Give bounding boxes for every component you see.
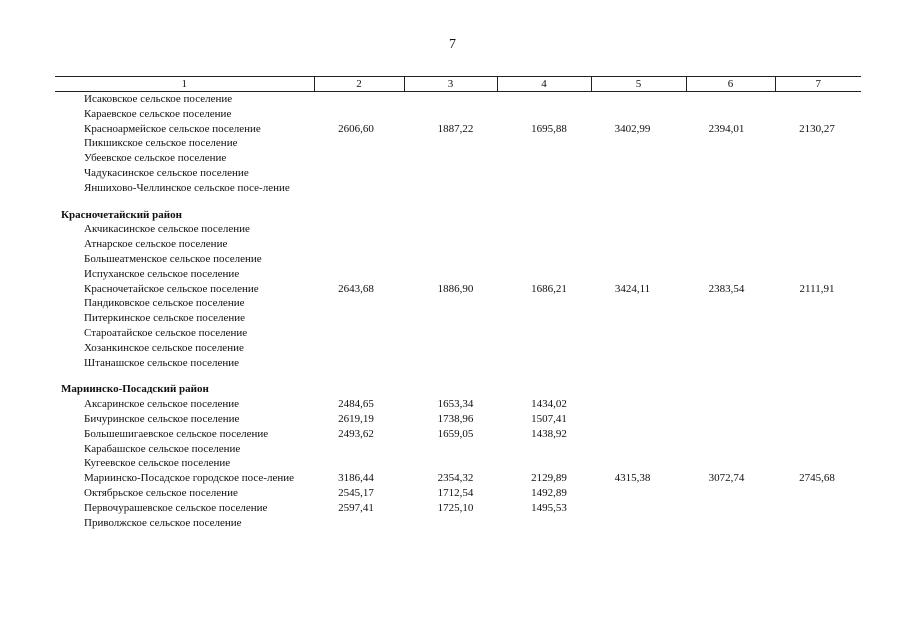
page-number: 7 [449, 37, 456, 52]
settlement-name: Октябрьское сельское поселение [84, 486, 238, 499]
value-col-5 [591, 341, 686, 356]
table-row [55, 456, 861, 471]
table-row [55, 151, 861, 166]
value-col-3 [404, 166, 497, 181]
value-col-3 [404, 456, 497, 471]
value-col-2 [314, 237, 404, 252]
value-col-7: 2130,27 [799, 122, 835, 135]
value-col-4: 1492,89 [531, 486, 567, 499]
value-col-3 [404, 92, 497, 107]
value-col-2: 2484,65 [338, 398, 374, 411]
value-col-2 [314, 92, 404, 107]
value-col-3: 1653,34 [437, 398, 474, 411]
value-col-4 [497, 181, 591, 196]
column-header-4: 4 [497, 77, 591, 92]
value-col-6 [686, 456, 775, 471]
value-col-7 [775, 166, 861, 181]
value-col-3 [404, 181, 497, 196]
value-col-5 [591, 516, 686, 531]
value-col-2 [314, 151, 404, 166]
settlement-name: Кугеевское сельское поселение [84, 457, 231, 470]
value-col-3: 1725,10 [437, 501, 474, 514]
value-col-2: 2606,60 [338, 122, 374, 135]
settlement-name: Красночетайское сельское поселение [84, 282, 259, 295]
value-col-7: 2111,91 [799, 282, 835, 295]
value-col-7 [775, 412, 861, 427]
value-col-4 [497, 151, 591, 166]
value-col-2: 2619,19 [338, 412, 374, 425]
value-col-2: 2545,17 [338, 486, 374, 499]
value-col-3 [404, 151, 497, 166]
settlement-name: Бичуринское сельское поселение [84, 412, 240, 425]
settlement-name: Хозанкинское сельское поселение [84, 341, 244, 354]
value-col-5 [591, 427, 686, 442]
value-col-4 [497, 516, 591, 531]
value-col-6: 2383,54 [708, 282, 745, 295]
value-col-6 [686, 136, 775, 151]
value-col-7 [775, 107, 861, 122]
value-col-7: 2745,68 [799, 472, 835, 485]
value-col-3: 1887,22 [437, 122, 474, 135]
value-col-5 [591, 486, 686, 501]
value-col-6 [686, 252, 775, 267]
value-col-5 [591, 356, 686, 371]
value-col-5 [591, 456, 686, 471]
settlement-name: Яншихово-Челлинское сельское посе-ление [84, 181, 290, 194]
settlement-name: Акчикасинское сельское поселение [84, 223, 250, 236]
value-col-2 [314, 252, 404, 267]
value-col-3: 1712,54 [437, 486, 474, 499]
district-heading: Красночетайский район [61, 208, 182, 221]
value-col-6 [686, 326, 775, 341]
table-row [55, 296, 861, 311]
table-row [55, 486, 861, 501]
value-col-2 [314, 166, 404, 181]
value-col-6 [686, 107, 775, 122]
value-col-2 [314, 107, 404, 122]
table-row [55, 397, 861, 412]
value-col-6 [686, 442, 775, 457]
value-col-6 [686, 427, 775, 442]
table-row [55, 166, 861, 181]
column-header-2: 2 [314, 77, 404, 92]
value-col-7 [775, 222, 861, 237]
value-col-5 [591, 166, 686, 181]
settlement-name: Большешигаевское сельское поселение [84, 427, 269, 440]
value-col-7 [775, 341, 861, 356]
value-col-4 [497, 252, 591, 267]
value-col-7 [775, 427, 861, 442]
value-col-4: 1495,53 [531, 501, 567, 514]
table-row [55, 341, 861, 356]
value-col-4: 1695,88 [531, 122, 567, 135]
settlement-name: Большеатменское сельское поселение [84, 252, 262, 265]
settlement-name: Мариинско-Посадское городское посе-ление [84, 472, 295, 485]
column-header-5: 5 [591, 77, 686, 92]
value-col-7 [775, 237, 861, 252]
value-col-2: 2643,68 [338, 282, 374, 295]
value-col-7 [775, 356, 861, 371]
value-col-6 [686, 151, 775, 166]
column-header-3: 3 [404, 77, 497, 92]
table-body [55, 92, 861, 531]
value-col-4: 1434,02 [531, 398, 567, 411]
value-col-6 [686, 267, 775, 282]
column-header-1: 1 [55, 77, 314, 92]
group-spacer [55, 370, 861, 382]
value-col-4 [497, 311, 591, 326]
value-col-4 [497, 222, 591, 237]
value-col-3 [404, 311, 497, 326]
table-row [55, 412, 861, 427]
value-col-2 [314, 222, 404, 237]
value-col-6 [686, 516, 775, 531]
settlement-name: Пандиковское сельское поселение [84, 297, 245, 310]
value-col-2 [314, 326, 404, 341]
value-col-7 [775, 516, 861, 531]
value-col-2 [314, 311, 404, 326]
column-header-6: 6 [686, 77, 775, 92]
value-col-2 [314, 136, 404, 151]
value-col-3 [404, 442, 497, 457]
value-col-6 [686, 356, 775, 371]
value-col-4: 1686,21 [531, 282, 567, 295]
value-col-7 [775, 486, 861, 501]
district-row [55, 382, 861, 397]
group-spacer [55, 196, 861, 208]
table-row [55, 122, 861, 137]
value-col-7 [775, 442, 861, 457]
value-col-5 [591, 181, 686, 196]
table-row [55, 442, 861, 457]
value-col-4 [497, 267, 591, 282]
value-col-4: 1507,41 [531, 412, 567, 425]
value-col-2 [314, 181, 404, 196]
value-col-6 [686, 311, 775, 326]
value-col-2 [314, 296, 404, 311]
value-col-4 [497, 237, 591, 252]
value-col-5: 3402,99 [614, 122, 651, 135]
settlement-name: Староатайское сельское поселение [84, 326, 248, 339]
value-col-3 [404, 326, 497, 341]
value-col-7 [775, 136, 861, 151]
value-col-2: 2597,41 [338, 501, 374, 514]
table-row [55, 107, 861, 122]
value-col-4 [497, 296, 591, 311]
value-col-4 [497, 456, 591, 471]
value-col-4 [497, 92, 591, 107]
value-col-5 [591, 107, 686, 122]
value-col-3: 2354,32 [437, 472, 474, 485]
settlement-name: Исаковское сельское поселение [84, 93, 233, 105]
table-row [55, 181, 861, 196]
value-col-5 [591, 501, 686, 516]
value-col-5 [591, 92, 686, 107]
value-col-6 [686, 412, 775, 427]
value-col-2 [314, 516, 404, 531]
value-col-4 [497, 341, 591, 356]
value-col-2: 3186,44 [338, 472, 374, 485]
settlement-name: Аксаринское сельское поселение [84, 398, 240, 411]
value-col-5 [591, 397, 686, 412]
value-col-7 [775, 181, 861, 196]
value-col-3 [404, 341, 497, 356]
value-col-7 [775, 501, 861, 516]
value-col-3: 1659,05 [437, 427, 474, 440]
value-col-4 [497, 107, 591, 122]
district-row [55, 208, 861, 223]
value-col-5 [591, 311, 686, 326]
data-table [55, 76, 861, 530]
value-col-5 [591, 412, 686, 427]
value-col-3 [404, 356, 497, 371]
value-col-6: 2394,01 [708, 122, 745, 135]
value-col-6 [686, 397, 775, 412]
value-col-2: 2493,62 [338, 427, 374, 440]
column-header-7: 7 [775, 77, 861, 92]
header-row [55, 77, 861, 92]
value-col-3 [404, 296, 497, 311]
settlement-name: Приволжское сельское поселение [84, 516, 242, 529]
value-col-4 [497, 136, 591, 151]
table-row [55, 427, 861, 442]
value-col-7 [775, 326, 861, 341]
settlement-name: Чадукасинское сельское поселение [84, 166, 249, 179]
value-col-7 [775, 456, 861, 471]
settlement-name: Убеевское сельское поселение [84, 152, 227, 165]
value-col-3: 1886,90 [437, 282, 474, 295]
value-col-3 [404, 136, 497, 151]
table-row [55, 516, 861, 531]
value-col-2 [314, 442, 404, 457]
value-col-7 [775, 252, 861, 267]
value-col-7 [775, 296, 861, 311]
value-col-4 [497, 326, 591, 341]
table-row [55, 92, 861, 107]
value-col-3 [404, 222, 497, 237]
value-col-3 [404, 252, 497, 267]
value-col-4 [497, 442, 591, 457]
settlement-name: Штанашское сельское поселение [84, 356, 240, 369]
value-col-2 [314, 267, 404, 282]
value-col-7 [775, 397, 861, 412]
value-col-6 [686, 92, 775, 107]
settlement-name: Карабашское сельское поселение [84, 442, 241, 455]
value-col-6 [686, 486, 775, 501]
value-col-7 [775, 92, 861, 107]
district-heading: Мариинско-Посадский район [61, 383, 209, 396]
value-col-3 [404, 267, 497, 282]
settlement-name: Питеркинское сельское поселение [84, 312, 245, 325]
value-col-7 [775, 267, 861, 282]
table-row [55, 501, 861, 516]
settlement-name: Первочурашевское сельское поселение [84, 501, 268, 514]
value-col-3: 1738,96 [437, 412, 474, 425]
settlement-name: Караевское сельское поселение [84, 107, 232, 120]
value-col-3 [404, 107, 497, 122]
value-col-6 [686, 296, 775, 311]
table-row [55, 282, 861, 297]
value-col-6 [686, 501, 775, 516]
settlement-name: Атнарское сельское поселение [84, 238, 228, 251]
value-col-4 [497, 166, 591, 181]
value-col-2 [314, 356, 404, 371]
table-row [55, 222, 861, 237]
table-row [55, 237, 861, 252]
value-col-6 [686, 181, 775, 196]
value-col-2 [314, 341, 404, 356]
table-row [55, 252, 861, 267]
value-col-5 [591, 267, 686, 282]
value-col-5: 4315,38 [614, 472, 651, 485]
value-col-5 [591, 222, 686, 237]
value-col-3 [404, 516, 497, 531]
table-row [55, 356, 861, 371]
value-col-5 [591, 296, 686, 311]
value-col-5 [591, 237, 686, 252]
table-row [55, 326, 861, 341]
value-col-5 [591, 326, 686, 341]
value-col-5 [591, 151, 686, 166]
value-col-7 [775, 151, 861, 166]
settlement-name: Красноармейское сельское поселение [84, 122, 261, 135]
value-col-6: 3072,74 [708, 472, 745, 485]
value-col-4: 1438,92 [531, 427, 567, 440]
value-col-2 [314, 456, 404, 471]
settlement-name: Пикшикское сельское поселение [84, 137, 238, 150]
value-col-6 [686, 166, 775, 181]
value-col-6 [686, 341, 775, 356]
value-col-4 [497, 356, 591, 371]
settlement-name: Испуханское сельское поселение [84, 267, 240, 280]
value-col-5 [591, 252, 686, 267]
value-col-6 [686, 237, 775, 252]
table-row [55, 267, 861, 282]
value-col-6 [686, 222, 775, 237]
value-col-5: 3424,11 [614, 282, 651, 295]
table-row [55, 471, 861, 486]
table-row [55, 311, 861, 326]
value-col-5 [591, 136, 686, 151]
table-row [55, 136, 861, 151]
value-col-4: 2129,89 [531, 472, 567, 485]
value-col-5 [591, 442, 686, 457]
value-col-3 [404, 237, 497, 252]
value-col-7 [775, 311, 861, 326]
